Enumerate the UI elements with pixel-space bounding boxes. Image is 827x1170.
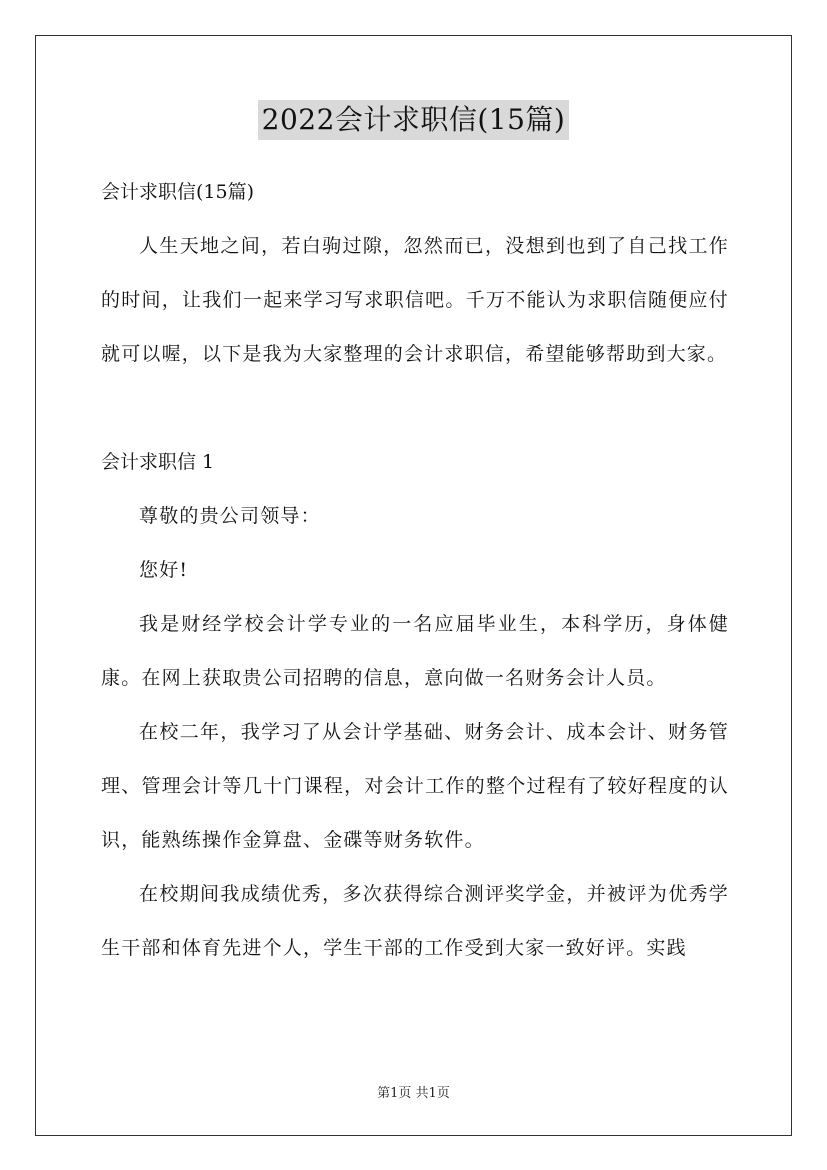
body-paragraph: 我是财经学校会计学专业的一名应届毕业生，本科学历，身体健康。在网上获取贵公司招聘的信息，意向做一名财务会计人员。 <box>101 613 729 689</box>
document-subtitle: 会计求职信(15篇) <box>101 181 255 203</box>
greeting: 您好! <box>139 559 189 581</box>
body-paragraph: 在校期间我成绩优秀，多次获得综合测评奖学金，并被评为优秀学生干部和体育先进个人，学生干部的工作受到大家一致好评。实践 <box>101 883 729 959</box>
document-body <box>101 170 729 975</box>
page-title: 2022会计求职信(15篇) <box>258 100 570 140</box>
body-paragraph: 在校二年，我学习了从会计学基础、财务会计、成本会计、财务管理、管理会计等几十门课程，对会计工作的整个过程有了较好程度的认识，能熟练操作金算盘、金碟等财务软件。 <box>101 721 729 851</box>
title-wrap <box>0 100 827 140</box>
blank-line <box>101 381 729 435</box>
section-heading: 会计求职信 1 <box>101 451 215 473</box>
intro-paragraph: 人生天地之间，若白驹过隙，忽然而已，没想到也到了自己找工作的时间，让我们一起来学习写求职信吧。千万不能认为求职信随便应付就可以喔，以下是我为大家整理的会计求职信，希望能够帮助到大家。 <box>101 235 729 365</box>
page-footer: 第1页 共1页 <box>377 1086 450 1101</box>
salutation: 尊敬的贵公司领导： <box>139 505 321 527</box>
